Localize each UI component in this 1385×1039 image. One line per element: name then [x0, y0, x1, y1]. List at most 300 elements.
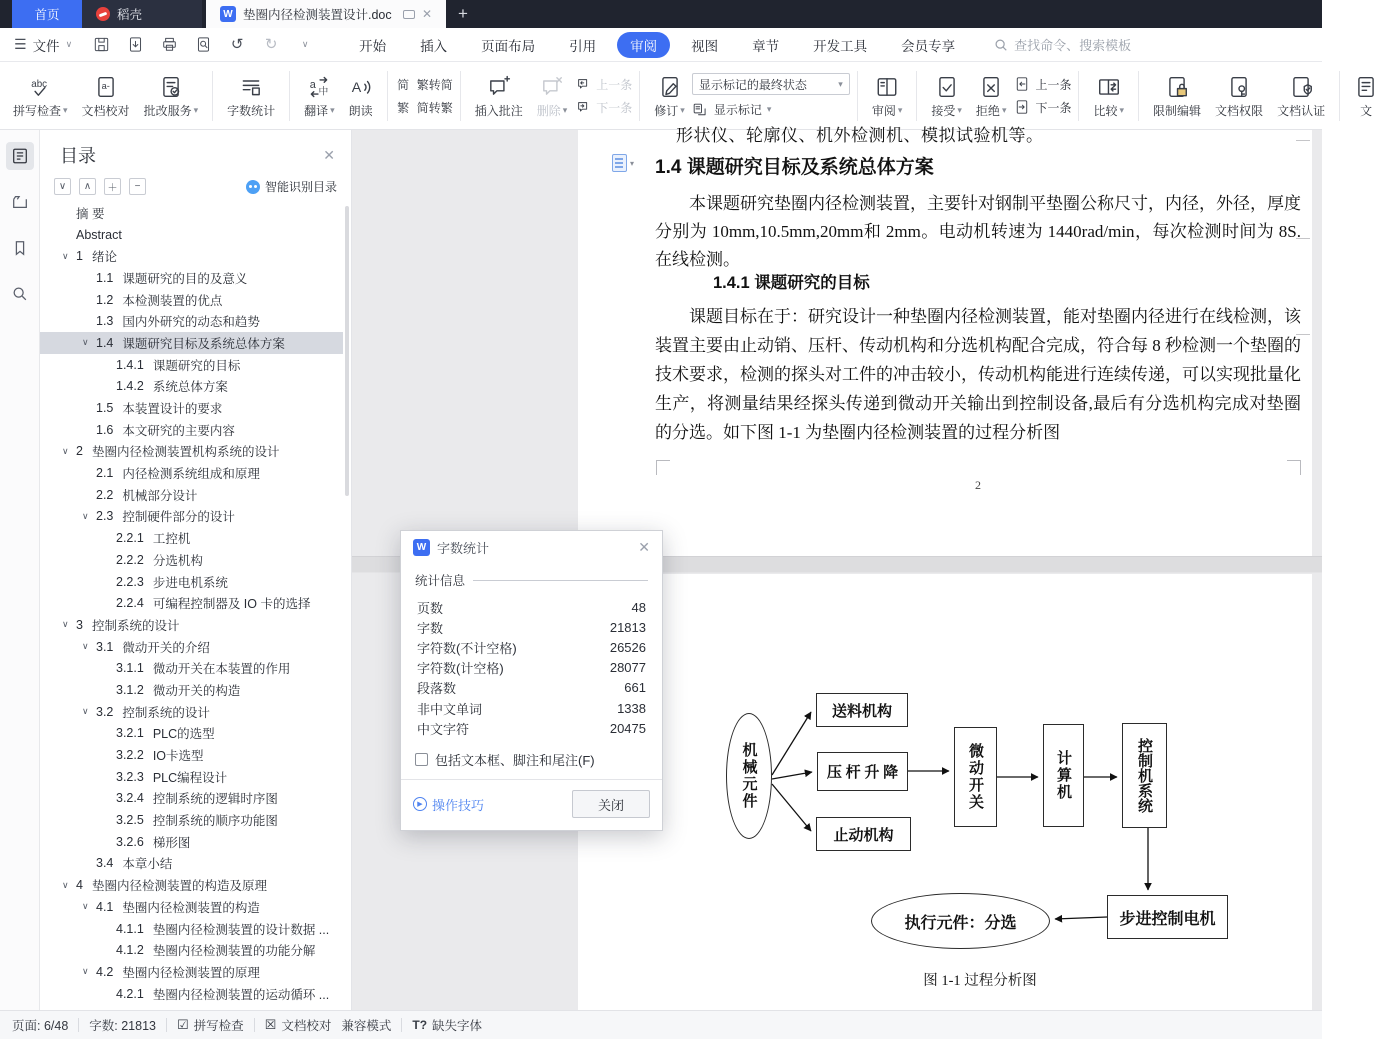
toc-item-number: 3.2.2	[116, 748, 144, 763]
prev-comment-button[interactable]: 上一条	[574, 76, 632, 93]
toc-item-2.1[interactable]	[40, 462, 343, 484]
margin-mark-right	[1287, 460, 1301, 475]
review-pane-icon	[875, 73, 899, 99]
wps-logo-icon: W	[413, 539, 430, 556]
checkbox-checked-icon: ☑	[177, 1017, 189, 1032]
spell-check-status[interactable]: ☑ 拼写检查	[177, 1017, 244, 1033]
stats-row	[415, 658, 648, 678]
toc-item-label: PLC的选型	[152, 727, 215, 742]
chevron-down-icon[interactable]: ∨	[82, 337, 89, 348]
toc-item-1.1[interactable]	[40, 267, 343, 289]
word-count-dialog	[400, 530, 663, 831]
heading-1-4-1: 1.4.1 课题研究的目标	[713, 274, 870, 292]
toc-item-label: 分选机构	[152, 553, 203, 568]
next-comment-button[interactable]: 下一条	[574, 99, 632, 116]
toc-item-number: 2.2	[96, 487, 114, 502]
toc-item-label: 本装置设计的要求	[122, 402, 223, 417]
toc-item-label: 步进电机系统	[152, 575, 228, 590]
toc-scrollbar[interactable]	[345, 206, 349, 496]
window-titlebar	[0, 0, 1322, 28]
chevron-down-icon[interactable]: ∨	[62, 879, 69, 890]
missing-font-icon: T?	[412, 1018, 428, 1032]
tips-label: 操作技巧	[432, 797, 485, 813]
traditional-char-icon: 繁	[397, 100, 410, 115]
toc-item-number: 2.1	[96, 466, 114, 481]
toc-item-1.3[interactable]	[40, 310, 343, 332]
toc-item-3[interactable]	[40, 614, 343, 636]
toc-item-4.1.1[interactable]	[40, 918, 343, 940]
spell-check-icon	[28, 73, 52, 99]
checkbox-label: 包括文本框、脚注和尾注(F)	[435, 753, 595, 769]
document-title: 垫圈内径检测装置设计.doc	[243, 8, 392, 22]
chevron-down-icon[interactable]: ∨	[82, 966, 89, 977]
toc-item-number: 4.1.2	[116, 943, 144, 958]
doc-permission-button[interactable]: 文档权限	[1208, 69, 1270, 123]
simp-to-trad-button[interactable]: 繁 简转繁	[395, 99, 453, 116]
margin-dash	[1296, 140, 1310, 141]
toc-expand-all-button[interactable]: ＋	[104, 178, 121, 195]
toc-item-3.2[interactable]	[40, 701, 343, 723]
toc-close-icon[interactable]: ✕	[323, 146, 335, 163]
correction-service-button[interactable]: 批改服务 ▾	[137, 69, 206, 123]
toc-item-label: IO卡选型	[152, 749, 204, 764]
undo-icon[interactable]: ↺	[230, 36, 244, 53]
toc-item-label: 控制系统的设计	[122, 705, 210, 720]
toc-panel	[40, 130, 352, 1010]
toc-item-4[interactable]	[40, 874, 343, 896]
toc-item-4.2.1[interactable]	[40, 983, 343, 1005]
toc-item-number: 1.4.2	[116, 379, 144, 394]
toc-item-1.4.1[interactable]	[40, 354, 343, 376]
toc-item-label: 控制硬件部分的设计	[122, 510, 235, 525]
stats-value: 661	[624, 680, 646, 696]
docer-logo-icon	[96, 7, 110, 21]
menu-tabs	[346, 32, 968, 58]
accept-button[interactable]: 接受 ▾	[924, 69, 969, 123]
toc-item-label: 本检测装置的优点	[122, 293, 223, 308]
toc-item-label: 本文研究的主要内容	[122, 423, 235, 438]
toc-item-label: 垫圈内径检测装置的构造及原理	[91, 879, 267, 894]
margin-dash	[1296, 238, 1310, 239]
customize-toolbar-icon[interactable]: ∨	[301, 39, 309, 49]
tab-home-label: 首页	[34, 8, 60, 22]
toc-item-label: 垫圈内径检测装置机构系统的设计	[91, 445, 280, 460]
tab-pin-icon[interactable]	[403, 10, 415, 19]
toc-item-label: 国内外研究的动态和趋势	[122, 315, 260, 330]
new-tab-button[interactable]	[446, 0, 480, 28]
toc-item-label: 垫圈内径检测装置的设计数据 ...	[152, 922, 330, 937]
toc-item-number: 3.1	[96, 639, 114, 654]
hamburger-icon: ☰	[14, 36, 27, 52]
toc-item-1[interactable]	[40, 245, 343, 267]
stats-label: 字符数(计空格)	[417, 661, 504, 677]
toc-item-number: 3.2.6	[116, 834, 144, 849]
checkbox-icon	[415, 753, 428, 766]
read-aloud-button[interactable]: A 朗读	[342, 69, 380, 123]
paragraph-1-4-1: 课题目标在于：研究设计一种垫圈内径检测装置，能对垫圈内径进行在线检测，该装置主要由止动销、压杆、传动机构和分选机构配合完成，符合每 8 秒检测一个垫圈的技术要求，检测的探头对工件的冲击较小，传动机构能进行连续传递，可以实现批量化生产，将测量结果经探头传递到微动开关输出到控制设备,最后有分选机构完成对垫圈的分选。如下图 1-1 为垫圈内径检测装置的过程分析图	[655, 307, 1301, 442]
simplified-char-icon: 简	[397, 77, 410, 92]
menu-tab-会员专享[interactable]: 会员专享	[901, 38, 956, 54]
toc-item-number: 4.2	[96, 964, 114, 979]
flow-node-computer: 计算机	[1043, 724, 1084, 827]
toc-item-label: 课题研究的目标	[152, 358, 241, 373]
word-count-indicator[interactable]: 字数: 21813	[89, 1019, 156, 1033]
toc-item-number: 2.3	[96, 509, 114, 524]
toc-item-2.2.3[interactable]	[40, 571, 343, 593]
toc-item-label: 内径检测系统组成和原理	[122, 467, 260, 482]
svg-text:a: a	[310, 78, 317, 91]
toc-item-number: 1	[76, 249, 83, 264]
toc-item-3.2.1[interactable]	[40, 723, 343, 745]
stats-value: 26526	[609, 639, 646, 655]
spell-check-button[interactable]: abc 拼写检查 ▾	[6, 69, 75, 123]
clipped-paragraph: 形状仪、轮廓仪、机外检测机、模拟试验机等。	[676, 126, 1044, 145]
show-markup-button[interactable]: 显示标记 ▾	[692, 101, 850, 118]
toc-item-label: 垫圈内径检测装置的运动循环 ...	[152, 987, 330, 1002]
heading-1-4: 1.4 课题研究目标及系统总体方案	[655, 157, 934, 178]
collect-panel-icon[interactable]	[6, 188, 34, 216]
toc-item-label: PLC编程设计	[152, 770, 228, 785]
menu-tab-开始[interactable]: 开始	[359, 38, 387, 54]
stats-value: 20475	[609, 720, 646, 736]
menu-tab-引用[interactable]: 引用	[569, 38, 597, 54]
figure-caption: 图 1-1 过程分析图	[923, 973, 1037, 989]
stats-row	[415, 698, 648, 718]
toc-item-number: 3.2.4	[116, 791, 144, 806]
track-changes-button[interactable]: 修订 ▾	[647, 69, 692, 123]
toc-item-label: 控制系统的顺序功能图	[152, 814, 278, 829]
toc-item-3.2.3[interactable]	[40, 766, 343, 788]
accept-icon	[935, 73, 959, 99]
toc-item-label: 梯形图	[152, 835, 191, 850]
chevron-down-icon[interactable]: ∨	[62, 250, 69, 261]
stats-label: 字数	[417, 620, 444, 636]
flow-node-feeder: 送料机构	[816, 693, 908, 727]
svg-text:a-: a-	[101, 80, 110, 91]
toc-item-3.1.2[interactable]	[40, 679, 343, 701]
toc-item-3.2.4[interactable]	[40, 788, 343, 810]
stats-label: 页数	[417, 600, 444, 616]
delete-comment-icon	[540, 73, 564, 99]
toc-item[interactable]	[40, 224, 343, 246]
toc-item-number: 2.2.3	[116, 574, 144, 589]
tab-home[interactable]	[12, 0, 82, 28]
stats-section-label: 统计信息	[415, 574, 466, 588]
stats-rows	[415, 597, 648, 738]
stats-value: 28077	[609, 660, 646, 676]
chevron-down-icon[interactable]: ∨	[82, 901, 89, 912]
doc-proof-button[interactable]: a- 文档校对	[75, 69, 137, 123]
toc-item-number: 3.2.3	[116, 769, 144, 784]
reject-icon	[979, 73, 1003, 99]
toc-item-4.1.2[interactable]	[40, 939, 343, 961]
toc-item-number: 2	[76, 444, 83, 459]
toc-item-number: 1.3	[96, 314, 114, 329]
toc-item-3.1[interactable]	[40, 636, 343, 658]
stats-value: 48	[631, 599, 646, 615]
toc-item-label: 工控机	[152, 532, 191, 547]
chevron-down-icon[interactable]: ∨	[62, 445, 69, 456]
word-count-button[interactable]: 字数统计	[220, 69, 282, 123]
svg-text:A: A	[351, 79, 361, 96]
toc-item-1.5[interactable]	[40, 397, 343, 419]
include-textbox-checkbox[interactable]	[415, 750, 648, 769]
toc-item-number: 4.2.1	[116, 986, 144, 1001]
tab-docer[interactable]	[82, 0, 202, 28]
toc-item-number: 4	[76, 878, 83, 893]
stats-label: 段落数	[417, 681, 457, 697]
quick-access-toolbar	[82, 36, 324, 54]
stats-label: 中文字符	[417, 721, 470, 737]
left-icon-strip	[0, 130, 40, 1010]
toc-item-3.1.1[interactable]	[40, 657, 343, 679]
review-ribbon	[0, 62, 1373, 130]
stats-label: 非中文单词	[417, 701, 483, 717]
stats-label: 字符数(不计空格)	[417, 640, 517, 656]
translate-button[interactable]: a 中 翻译 ▾	[297, 69, 342, 123]
dialog-close-icon[interactable]: ✕	[638, 538, 650, 555]
chevron-down-icon[interactable]: ∨	[62, 619, 69, 630]
reject-button[interactable]: 拒绝 ▾	[969, 69, 1014, 123]
stats-row	[415, 597, 648, 617]
toc-list	[40, 202, 343, 1010]
toc-item-2.2.4[interactable]	[40, 592, 343, 614]
print-preview-icon[interactable]	[194, 36, 212, 54]
toc-item-label: 机械部分设计	[122, 488, 198, 503]
toc-item-1.6[interactable]	[40, 419, 343, 441]
menu-tab-页面布局[interactable]: 页面布局	[481, 38, 536, 54]
next-revision-button[interactable]: 下一条	[1013, 99, 1071, 116]
toc-item-label: 摘 要	[76, 206, 105, 221]
toc-item-3.2.5[interactable]	[40, 809, 343, 831]
toc-item-number: 1.5	[96, 401, 114, 416]
statusbar	[0, 1010, 1322, 1039]
toc-item-number: 3.2	[96, 704, 114, 719]
toc-panel-icon[interactable]	[6, 142, 34, 170]
translate-icon	[307, 73, 331, 99]
menu-tab-视图[interactable]: 视图	[691, 38, 719, 54]
chevron-down-icon[interactable]: ∨	[82, 706, 89, 717]
restrict-edit-icon	[1165, 73, 1189, 99]
markup-state-select[interactable]: 显示标记的最终状态 ▾	[692, 73, 850, 95]
toc-item-label: 本章小结	[122, 857, 173, 872]
outline-page-icon	[612, 154, 627, 172]
toc-item-label: 微动开关的构造	[152, 683, 241, 698]
tips-link[interactable]	[413, 795, 484, 814]
process-flowchart	[700, 681, 1260, 991]
print-icon[interactable]	[160, 36, 178, 54]
paragraph-1-4: 本课题研究垫圈内径检测装置，主要针对钢制平垫圈公称尺寸，内径，外径，厚度分别为 10mm,10.5mm,20mm和 2mm。电动机转速为 1440rad/min，每次检测时间为 8S.在线检测。	[655, 194, 1301, 269]
toc-item-number: 2.2.1	[116, 531, 144, 546]
next-revision-icon	[1013, 99, 1030, 116]
output-icon[interactable]	[126, 36, 144, 54]
doc-proof-icon	[94, 73, 118, 99]
svg-text:abc: abc	[31, 78, 48, 90]
toc-item-2[interactable]	[40, 441, 343, 463]
smart-toc-label: 智能识别目录	[264, 180, 337, 194]
toc-panel-title: 目录	[60, 146, 96, 166]
tab-close-icon[interactable]: ✕	[421, 7, 432, 21]
toc-item[interactable]	[40, 202, 343, 224]
x-box-icon: ☒	[264, 1017, 277, 1032]
correction-service-icon	[159, 73, 183, 99]
toc-item-1.4[interactable]	[40, 332, 343, 354]
toc-item-number: 2.2.4	[116, 596, 144, 611]
toc-item-label: 垫圈内径检测装置的功能分解	[152, 944, 316, 959]
toc-toolbar	[40, 170, 351, 201]
find-panel-icon[interactable]	[6, 280, 34, 308]
word-count-icon	[239, 73, 263, 99]
toc-item-number: 3.4	[96, 856, 114, 871]
command-search[interactable]	[994, 35, 1131, 54]
toc-item-number: 1.1	[96, 270, 114, 285]
toc-item-number: 4.1.1	[116, 921, 144, 936]
toc-item-3.4[interactable]	[40, 853, 343, 875]
read-aloud-icon	[349, 73, 373, 99]
toc-item-label: 课题研究目标及系统总体方案	[122, 336, 285, 351]
clipped-button-icon	[1354, 73, 1378, 99]
document-page-2[interactable]	[578, 574, 1312, 1010]
delete-comment-button[interactable]: 删除 ▾	[530, 69, 575, 123]
toc-item-label: 绪论	[91, 250, 117, 265]
toc-item-number: 1.4	[96, 335, 114, 350]
toc-item-2.2[interactable]	[40, 484, 343, 506]
toc-item-label: 控制系统的逻辑时序图	[152, 792, 278, 807]
toc-item-label: 控制系统的设计	[91, 618, 180, 633]
toc-item-number: 3	[76, 617, 83, 632]
toc-collapse-up-button[interactable]: ∧	[79, 178, 96, 195]
stats-row	[415, 678, 648, 698]
toc-item-label: 微动开关的介绍	[122, 640, 210, 655]
toc-item-label: 垫圈内径检测装置的构造	[122, 900, 260, 915]
dialog-title: 字数统计	[437, 540, 490, 556]
flow-node-actuator: 执行元件：分选	[871, 893, 1050, 949]
show-markup-icon	[692, 101, 709, 118]
play-icon: ▶	[413, 797, 427, 811]
clipped-ribbon-button[interactable]: 文	[1347, 69, 1385, 123]
wps-writer-icon: W	[220, 6, 236, 22]
smart-toc-robot-icon	[246, 180, 260, 194]
chevron-down-icon[interactable]: ∨	[82, 510, 89, 521]
toc-item-number: 3.1.1	[116, 661, 144, 676]
flow-node-mechanical: 机械元件	[726, 713, 772, 839]
toc-item-number: 2.2.2	[116, 552, 144, 567]
menu-tab-插入[interactable]: 插入	[420, 38, 448, 54]
insert-comment-icon	[487, 73, 511, 99]
new-tab-label: +	[458, 4, 468, 23]
doc-auth-icon	[1289, 73, 1313, 99]
flow-node-control-system: 控制机系统	[1122, 723, 1167, 828]
toc-item-number: 3.2.5	[116, 813, 144, 828]
toc-item-number: 1.2	[96, 292, 114, 307]
toc-item-2.3[interactable]	[40, 506, 343, 528]
toc-item-label: 系统总体方案	[152, 380, 228, 395]
file-menu-label: 文件	[32, 38, 60, 54]
file-menu-button[interactable]	[0, 35, 82, 55]
prev-revision-icon	[1013, 76, 1030, 93]
review-pane-button[interactable]: 审阅 ▾	[865, 69, 910, 123]
missing-font-status[interactable]: T? 缺失字体	[412, 1018, 483, 1033]
trad-to-simp-button[interactable]: 简 繁转简	[395, 76, 453, 93]
toc-item-1.2[interactable]	[40, 289, 343, 311]
prev-revision-button[interactable]: 上一条	[1013, 76, 1071, 93]
save-icon[interactable]	[92, 36, 110, 54]
flow-node-stopper: 止动机构	[816, 817, 911, 851]
flow-node-microswitch: 微动开关	[954, 727, 997, 827]
menu-tab-开发工具[interactable]: 开发工具	[813, 38, 868, 54]
toc-item-2.2.1[interactable]	[40, 527, 343, 549]
bookmark-panel-icon[interactable]	[6, 234, 34, 262]
smart-toc-button[interactable]	[246, 178, 337, 195]
toc-item-number: 4.1	[96, 899, 114, 914]
toc-item-number: 1.6	[96, 422, 114, 437]
toc-item-4.2[interactable]	[40, 961, 343, 983]
toc-item-3.2.6[interactable]	[40, 831, 343, 853]
stats-row	[415, 718, 648, 738]
toc-item-2.2.2[interactable]	[40, 549, 343, 571]
toc-item-label: 微动开关在本装置的作用	[152, 662, 291, 677]
stats-row	[415, 637, 648, 657]
toc-collapse-all-button[interactable]: −	[129, 178, 146, 195]
redo-icon[interactable]: ↻	[264, 36, 278, 53]
flow-node-press: 压 杆 升 降	[817, 752, 908, 791]
tab-document[interactable]	[206, 0, 446, 28]
chevron-down-icon: ∨	[65, 39, 73, 49]
restrict-edit-button[interactable]: 限制编辑	[1146, 69, 1208, 123]
margin-dash	[1296, 334, 1310, 335]
tab-docer-label: 稻壳	[117, 8, 143, 22]
chevron-down-icon[interactable]: ∨	[82, 641, 89, 652]
toc-item-1.4.2[interactable]	[40, 376, 343, 398]
search-icon	[994, 38, 1008, 52]
toc-item-number: 3.2.1	[116, 726, 144, 741]
doc-auth-button[interactable]: 文档认证	[1270, 69, 1332, 123]
menu-tab-审阅[interactable]: 审阅	[617, 32, 670, 58]
toc-item-label: Abstract	[76, 227, 122, 242]
stats-row	[415, 617, 648, 637]
toc-item-number: 1.4.1	[116, 357, 144, 372]
toc-item-label: 垫圈内径检测装置的原理	[122, 965, 260, 980]
compare-icon	[1097, 73, 1121, 99]
chevron-down-icon: ▾	[630, 158, 635, 168]
stats-value: 1338	[617, 700, 646, 716]
toc-item-label: 可编程控制器及 IO 卡的选择	[152, 597, 311, 612]
doc-proof-status[interactable]: ☒ 文档校对	[264, 1017, 332, 1033]
close-button[interactable]: 关闭	[572, 790, 650, 818]
flow-node-stepper-motor: 步进控制电机	[1107, 895, 1228, 939]
page-indicator[interactable]: 页面: 6/48	[12, 1019, 69, 1033]
dialog-titlebar[interactable]	[401, 531, 662, 563]
document-page-1[interactable]	[578, 126, 1312, 556]
prev-comment-icon	[574, 76, 591, 93]
svg-text:中: 中	[318, 86, 329, 98]
track-changes-icon	[658, 73, 682, 99]
menubar	[0, 28, 1322, 62]
toc-item-4.1[interactable]	[40, 896, 343, 918]
page-number: 2	[975, 478, 981, 492]
doc-permission-icon	[1227, 73, 1251, 99]
search-placeholder: 查找命令、搜索模板	[1014, 38, 1132, 53]
toc-item-3.2.2[interactable]	[40, 744, 343, 766]
toc-expand-down-button[interactable]: ∨	[54, 178, 71, 195]
next-comment-icon	[574, 99, 591, 116]
menu-tab-章节[interactable]: 章节	[752, 38, 780, 54]
compat-mode-status[interactable]: 兼容模式	[341, 1019, 392, 1033]
stats-value: 21813	[609, 619, 646, 635]
compare-button[interactable]: 比较 ▾	[1086, 69, 1131, 123]
outline-float-button[interactable]	[612, 154, 634, 172]
insert-comment-button[interactable]: 插入批注	[468, 69, 530, 123]
